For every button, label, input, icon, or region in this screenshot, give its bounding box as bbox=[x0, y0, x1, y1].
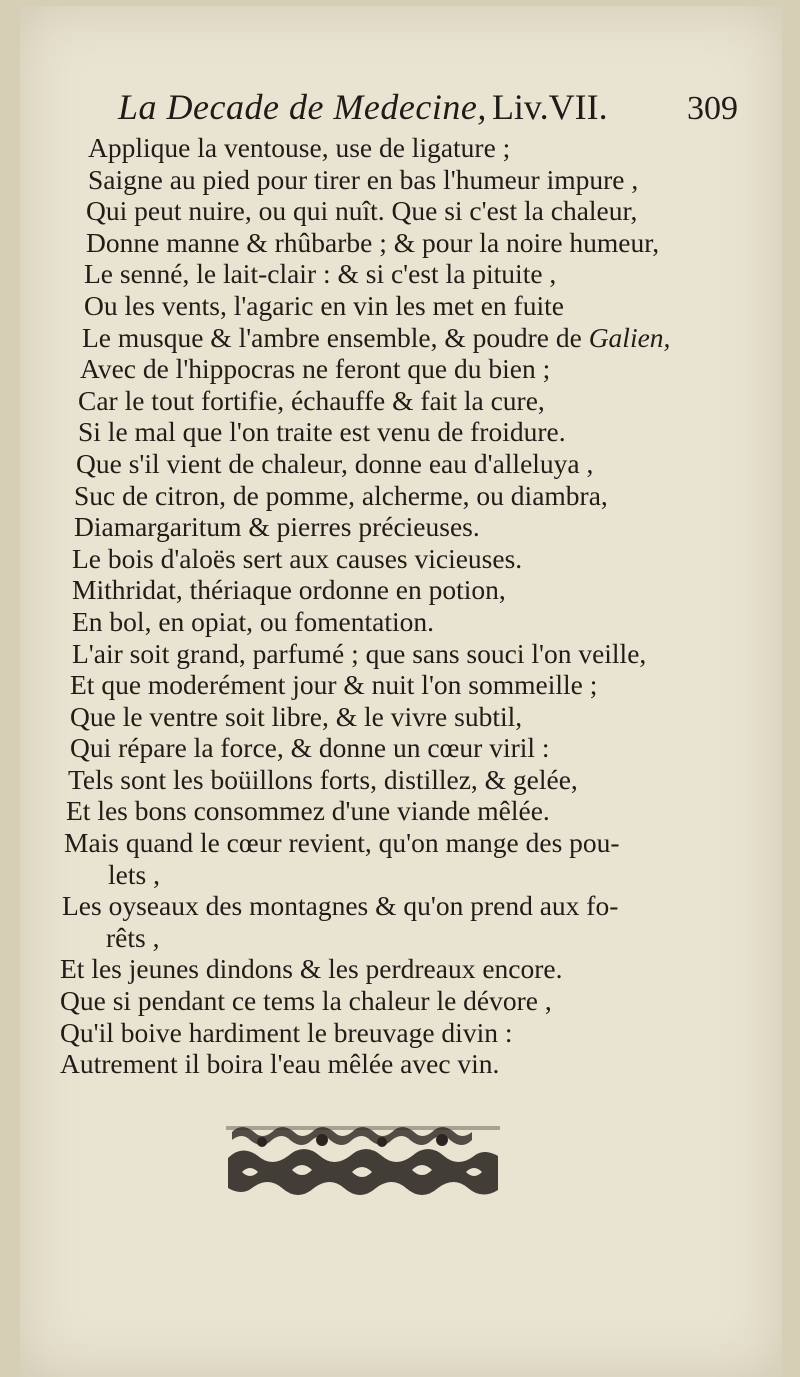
verse-text: Les oyseaux des montagnes & qu'on prend aux fo- bbox=[62, 890, 619, 922]
verse-text: Diamargaritum & pierres précieuses. bbox=[74, 511, 480, 543]
verse-line bbox=[78, 416, 750, 448]
verse-continuation bbox=[64, 859, 750, 891]
verse-line bbox=[64, 827, 750, 859]
verse-line bbox=[80, 353, 750, 385]
verse-line bbox=[72, 543, 750, 575]
verse-line bbox=[76, 448, 750, 480]
verse-text: L'air soit grand, parfumé ; que sans souci l'on veille, bbox=[72, 637, 647, 669]
verse-line bbox=[88, 132, 750, 164]
verse-text: Tels sont les boüillons forts, distillez, & gelée, bbox=[68, 763, 578, 795]
verse-line bbox=[72, 574, 750, 606]
verse-text: Applique la ventouse, use de ligature ; bbox=[88, 132, 511, 163]
verse-line bbox=[74, 480, 750, 512]
running-title: La Decade de Medecine, bbox=[118, 87, 487, 127]
verse-line bbox=[74, 511, 750, 543]
verse-text: rêts , bbox=[106, 921, 160, 953]
verse-text: Autrement il boira l'eau mêlée avec vin. bbox=[60, 1048, 500, 1080]
verse-line bbox=[88, 164, 750, 196]
verse-text: Qu'il boive hardiment le breuvage divin : bbox=[60, 1016, 513, 1048]
verse-text: Qui peut nuire, ou qui nuît. Que si c'est la chaleur, bbox=[86, 195, 638, 227]
verse-text: Ou les vents, l'agaric en vin les met en fuite bbox=[84, 289, 564, 321]
verse-line bbox=[60, 953, 750, 985]
verse-line bbox=[66, 795, 750, 827]
book-reference: Liv.VII. bbox=[491, 87, 608, 127]
verse-line bbox=[86, 227, 750, 259]
verse-text: Si le mal que l'on traite est venu de froidure. bbox=[78, 416, 566, 448]
verse-line bbox=[60, 1048, 750, 1080]
verse-line bbox=[68, 764, 750, 796]
verse-text: Et les bons consommez d'une viande mêlée. bbox=[66, 795, 550, 827]
header-text bbox=[118, 86, 608, 128]
verse-line bbox=[84, 258, 750, 290]
verse-text: Que s'il vient de chaleur, donne eau d'alleluya , bbox=[76, 447, 594, 479]
verse-line bbox=[70, 669, 750, 701]
verse-italic-text: Galien, bbox=[588, 321, 671, 353]
poem-text bbox=[60, 132, 750, 1080]
verse-text: Le senné, le lait-clair : & si c'est la pituite , bbox=[84, 258, 557, 290]
verse-line bbox=[82, 322, 750, 354]
verse-text: Et les jeunes dindons & les perdreaux encore. bbox=[60, 953, 563, 985]
verse-text: Qui répare la force, & donne un cœur viril : bbox=[70, 732, 550, 764]
verse-text: Car le tout fortifie, échauffe & fait la cure, bbox=[78, 384, 545, 416]
verse-text: Mithridat, thériaque ordonne en potion, bbox=[72, 574, 506, 606]
verse-text: Avec de l'hippocras ne feront que du bien ; bbox=[80, 353, 551, 385]
verse-line bbox=[60, 985, 750, 1017]
verse-text: Et que moderément jour & nuit l'on sommeille ; bbox=[70, 669, 598, 701]
printer-ornament-icon bbox=[222, 1118, 504, 1202]
verse-text: Le musque & l'ambre ensemble, & poudre de bbox=[82, 321, 589, 353]
verse-line bbox=[78, 385, 750, 417]
verse-line bbox=[60, 1017, 750, 1049]
verse-text: En bol, en opiat, ou fomentation. bbox=[72, 605, 435, 637]
verse-text: Suc de citron, de pomme, alcherme, ou diambra, bbox=[74, 479, 608, 511]
verse-line bbox=[84, 290, 750, 322]
verse-line bbox=[86, 195, 750, 227]
verse-line bbox=[72, 606, 750, 638]
verse-line bbox=[70, 732, 750, 764]
verse-text: lets , bbox=[108, 858, 160, 890]
verse-text: Que le ventre soit libre, & le vivre subtil, bbox=[70, 700, 523, 732]
verse-text: Que si pendant ce tems la chaleur le dévore , bbox=[60, 985, 552, 1017]
running-header bbox=[118, 86, 738, 128]
verse-line bbox=[70, 701, 750, 733]
verse-text: Le bois d'aloës sert aux causes vicieuses. bbox=[72, 542, 523, 574]
verse-continuation bbox=[62, 922, 750, 954]
verse-line bbox=[62, 890, 750, 922]
verse-text: Mais quand le cœur revient, qu'on mange des pou- bbox=[64, 827, 620, 859]
verse-text: Saigne au pied pour tirer en bas l'humeur impure , bbox=[88, 163, 639, 195]
verse-text: Donne manne & rhûbarbe ; & pour la noire humeur, bbox=[86, 226, 660, 258]
page-number: 309 bbox=[687, 90, 738, 127]
verse-line bbox=[72, 638, 750, 670]
